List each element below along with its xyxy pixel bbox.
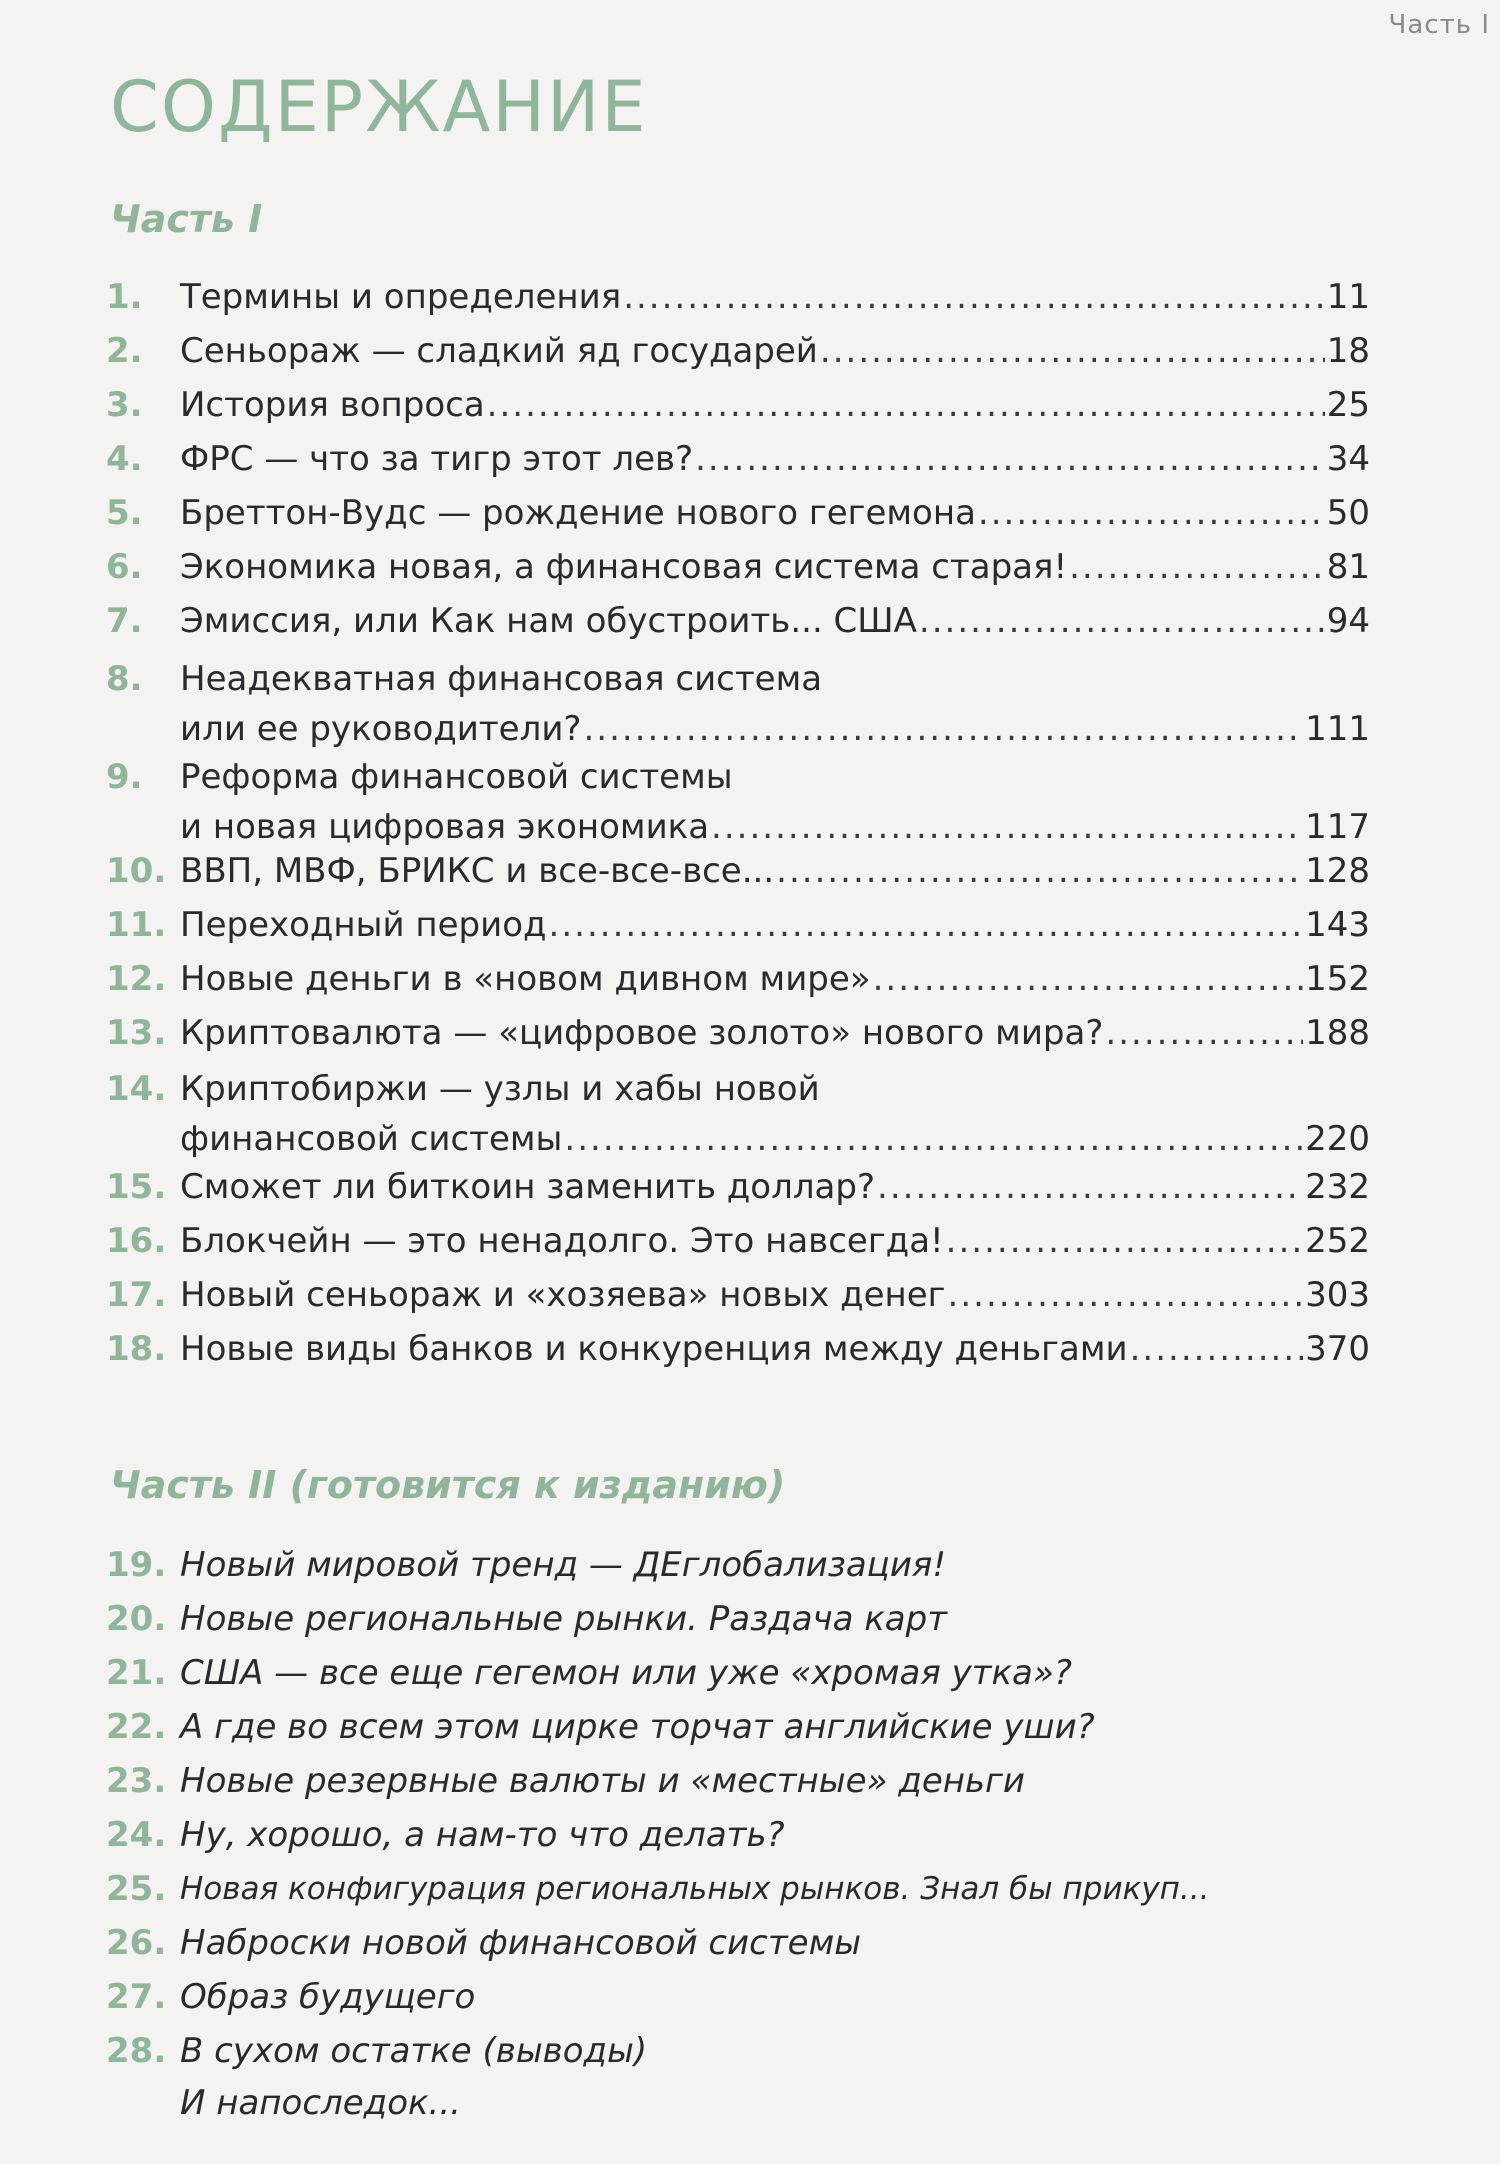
toc-entry-24[interactable] [106, 1810, 1370, 1860]
entry-title: Новый сеньораж и «хозяева» новых денег [180, 1275, 946, 1315]
dot-leader [487, 380, 1325, 430]
entry-number: 1. [106, 277, 143, 317]
entry-number: 12. [106, 959, 167, 999]
entry-page: 81 [1326, 547, 1370, 587]
entry-page: 18 [1326, 331, 1370, 371]
entry-number: 13. [106, 1013, 167, 1053]
entry-title: А где во всем этом цирке торчат английские уши? [180, 1707, 1095, 1747]
toc-entry-23[interactable] [106, 1756, 1370, 1806]
toc-entry-4[interactable] [106, 434, 1370, 484]
dot-leader [1130, 1324, 1303, 1374]
entry-number: 22. [106, 1707, 167, 1747]
entry-page: 232 [1305, 1167, 1370, 1207]
dot-leader [583, 704, 1303, 754]
entry-title: Переходный период [180, 905, 547, 945]
entry-page: 252 [1305, 1221, 1370, 1261]
entry-number: 5. [106, 493, 143, 533]
entry-title-line-1: Криптобиржи — узлы и хабы новой [180, 1069, 820, 1109]
dot-leader [978, 488, 1325, 538]
toc-entry-28[interactable] [106, 2026, 1370, 2076]
entry-title-line-1: Реформа финансовой системы [180, 757, 733, 797]
entry-title: ВВП, МВФ, БРИКС и все-все-все... [180, 851, 775, 891]
entry-title: Ну, хорошо, а нам-то что делать? [180, 1815, 785, 1855]
toc-entry-13[interactable] [106, 1008, 1370, 1058]
part-2-heading: Часть II (готовится к изданию) [110, 1463, 786, 1507]
entry-title-line-2: финансовой системы [180, 1119, 563, 1159]
toc-entry-11[interactable] [106, 900, 1370, 950]
toc-entry-3[interactable] [106, 380, 1370, 430]
entry-title: Криптовалюта — «цифровое золото» нового мира? [180, 1013, 1104, 1053]
dot-leader [564, 1114, 1303, 1164]
toc-entry-12[interactable] [106, 954, 1370, 1004]
entry-number: 27. [106, 1977, 167, 2017]
dot-leader [948, 1270, 1304, 1320]
entry-title: История вопроса [180, 385, 485, 425]
entry-page: 220 [1305, 1119, 1370, 1159]
entry-page: 111 [1305, 709, 1370, 749]
toc-entry-22[interactable] [106, 1702, 1370, 1752]
toc-entry-20[interactable] [106, 1594, 1370, 1644]
running-header: Часть I [1388, 10, 1490, 40]
entry-number: 25. [106, 1869, 167, 1909]
entry-number: 17. [106, 1275, 167, 1315]
entry-page: 143 [1305, 905, 1370, 945]
dot-leader [623, 272, 1325, 322]
entry-title: Сможет ли биткоин заменить доллар? [180, 1167, 876, 1207]
entry-title: Сеньораж — сладкий яд государей [180, 331, 818, 371]
entry-number: 19. [106, 1545, 167, 1585]
entry-number: 8. [106, 659, 143, 699]
toc-entry-21[interactable] [106, 1648, 1370, 1698]
entry-title: Новая конфигурация региональных рынков. Знал бы прикуп... [180, 1871, 1210, 1907]
entry-page: 34 [1326, 439, 1370, 479]
entry-title: Новые региональные рынки. Раздача карт [180, 1599, 948, 1639]
dot-leader [946, 1216, 1303, 1266]
entry-number: 3. [106, 385, 143, 425]
entry-title: Термины и определения [180, 277, 622, 317]
dot-leader [776, 846, 1303, 896]
entry-number: 4. [106, 439, 143, 479]
entry-page: 94 [1326, 601, 1370, 641]
entry-page: 50 [1326, 493, 1370, 533]
entry-title: И напоследок... [180, 2083, 461, 2123]
entry-title: Новый мировой тренд — ДЕглобализация! [180, 1545, 946, 1585]
entry-number: 15. [106, 1167, 167, 1207]
toc-entry-16[interactable] [106, 1216, 1370, 1266]
toc-entry-2[interactable] [106, 326, 1370, 376]
entry-title: Новые виды банков и конкуренция между деньгами [180, 1329, 1128, 1369]
dot-leader [695, 434, 1325, 484]
entry-number: 9. [106, 757, 143, 797]
entry-number: 28. [106, 2031, 167, 2071]
entry-page: 152 [1305, 959, 1370, 999]
page-title: СОДЕРЖАНИЕ [110, 66, 648, 148]
entry-number: 7. [106, 601, 143, 641]
entry-title: США — все еще гегемон или уже «хромая утка»? [180, 1653, 1072, 1693]
entry-page: 188 [1305, 1013, 1370, 1053]
entry-title: ФРС — что за тигр этот лев? [180, 439, 694, 479]
toc-entry-5[interactable] [106, 488, 1370, 538]
entry-title: Бреттон-Вудс — рождение нового гегемона [180, 493, 976, 533]
toc-entry-27[interactable] [106, 1972, 1370, 2022]
toc-entry-15[interactable] [106, 1162, 1370, 1212]
toc-entry-14[interactable] [106, 1064, 1370, 1164]
entry-number: 11. [106, 905, 167, 945]
entry-title: Экономика новая, а финансовая система старая! [180, 547, 1068, 587]
entry-page: 370 [1305, 1329, 1370, 1369]
entry-number: 26. [106, 1923, 167, 1963]
toc-entry-7[interactable] [106, 596, 1370, 646]
entry-number: 24. [106, 1815, 167, 1855]
dot-leader [549, 900, 1304, 950]
toc-entry-19[interactable] [106, 1540, 1370, 1590]
entry-number: 16. [106, 1221, 167, 1261]
entry-page: 117 [1305, 807, 1370, 847]
entry-number: 6. [106, 547, 143, 587]
entry-title: Новые деньги в «новом дивном мире» [180, 959, 871, 999]
entry-page: 128 [1305, 851, 1370, 891]
toc-entry-6[interactable] [106, 542, 1370, 592]
entry-number: 23. [106, 1761, 167, 1801]
dot-leader [711, 802, 1303, 852]
dot-leader [1105, 1008, 1303, 1058]
entry-title: Эмиссия, или Как нам обустроить... США [180, 601, 917, 641]
toc-entry-10[interactable] [106, 846, 1370, 896]
entry-number: 10. [106, 851, 167, 891]
entry-title-line-1: Неадекватная финансовая система [180, 659, 823, 699]
toc-entry-afterword[interactable] [106, 2078, 1370, 2128]
entry-title: Блокчейн — это ненадолго. Это навсегда! [180, 1221, 944, 1261]
toc-entry-8[interactable] [106, 654, 1370, 754]
entry-title: Образ будущего [180, 1977, 476, 2017]
toc-entry-18[interactable] [106, 1324, 1370, 1374]
part-1-heading: Часть I [110, 197, 263, 241]
dot-leader [919, 596, 1325, 646]
entry-title-line-2: и новая цифровая экономика [180, 807, 710, 847]
entry-page: 25 [1326, 385, 1370, 425]
toc-entry-1[interactable] [106, 272, 1370, 322]
toc-entry-25[interactable] [106, 1864, 1370, 1914]
dot-leader [873, 954, 1304, 1004]
entry-number: 18. [106, 1329, 167, 1369]
entry-number: 2. [106, 331, 143, 371]
entry-number: 21. [106, 1653, 167, 1693]
dot-leader [1069, 542, 1325, 592]
entry-title: В сухом остатке (выводы) [180, 2031, 648, 2071]
entry-title: Новые резервные валюты и «местные» деньги [180, 1761, 1025, 1801]
entry-page: 303 [1305, 1275, 1370, 1315]
dot-leader [877, 1162, 1303, 1212]
entry-title: Наброски новой финансовой системы [180, 1923, 862, 1963]
entry-page: 11 [1326, 277, 1370, 317]
toc-entry-26[interactable] [106, 1918, 1370, 1968]
toc-entry-17[interactable] [106, 1270, 1370, 1320]
dot-leader [820, 326, 1325, 376]
entry-number: 14. [106, 1069, 167, 1109]
entry-title-line-2: или ее руководители? [180, 709, 582, 749]
toc-entry-9[interactable] [106, 752, 1370, 852]
entry-number: 20. [106, 1599, 167, 1639]
